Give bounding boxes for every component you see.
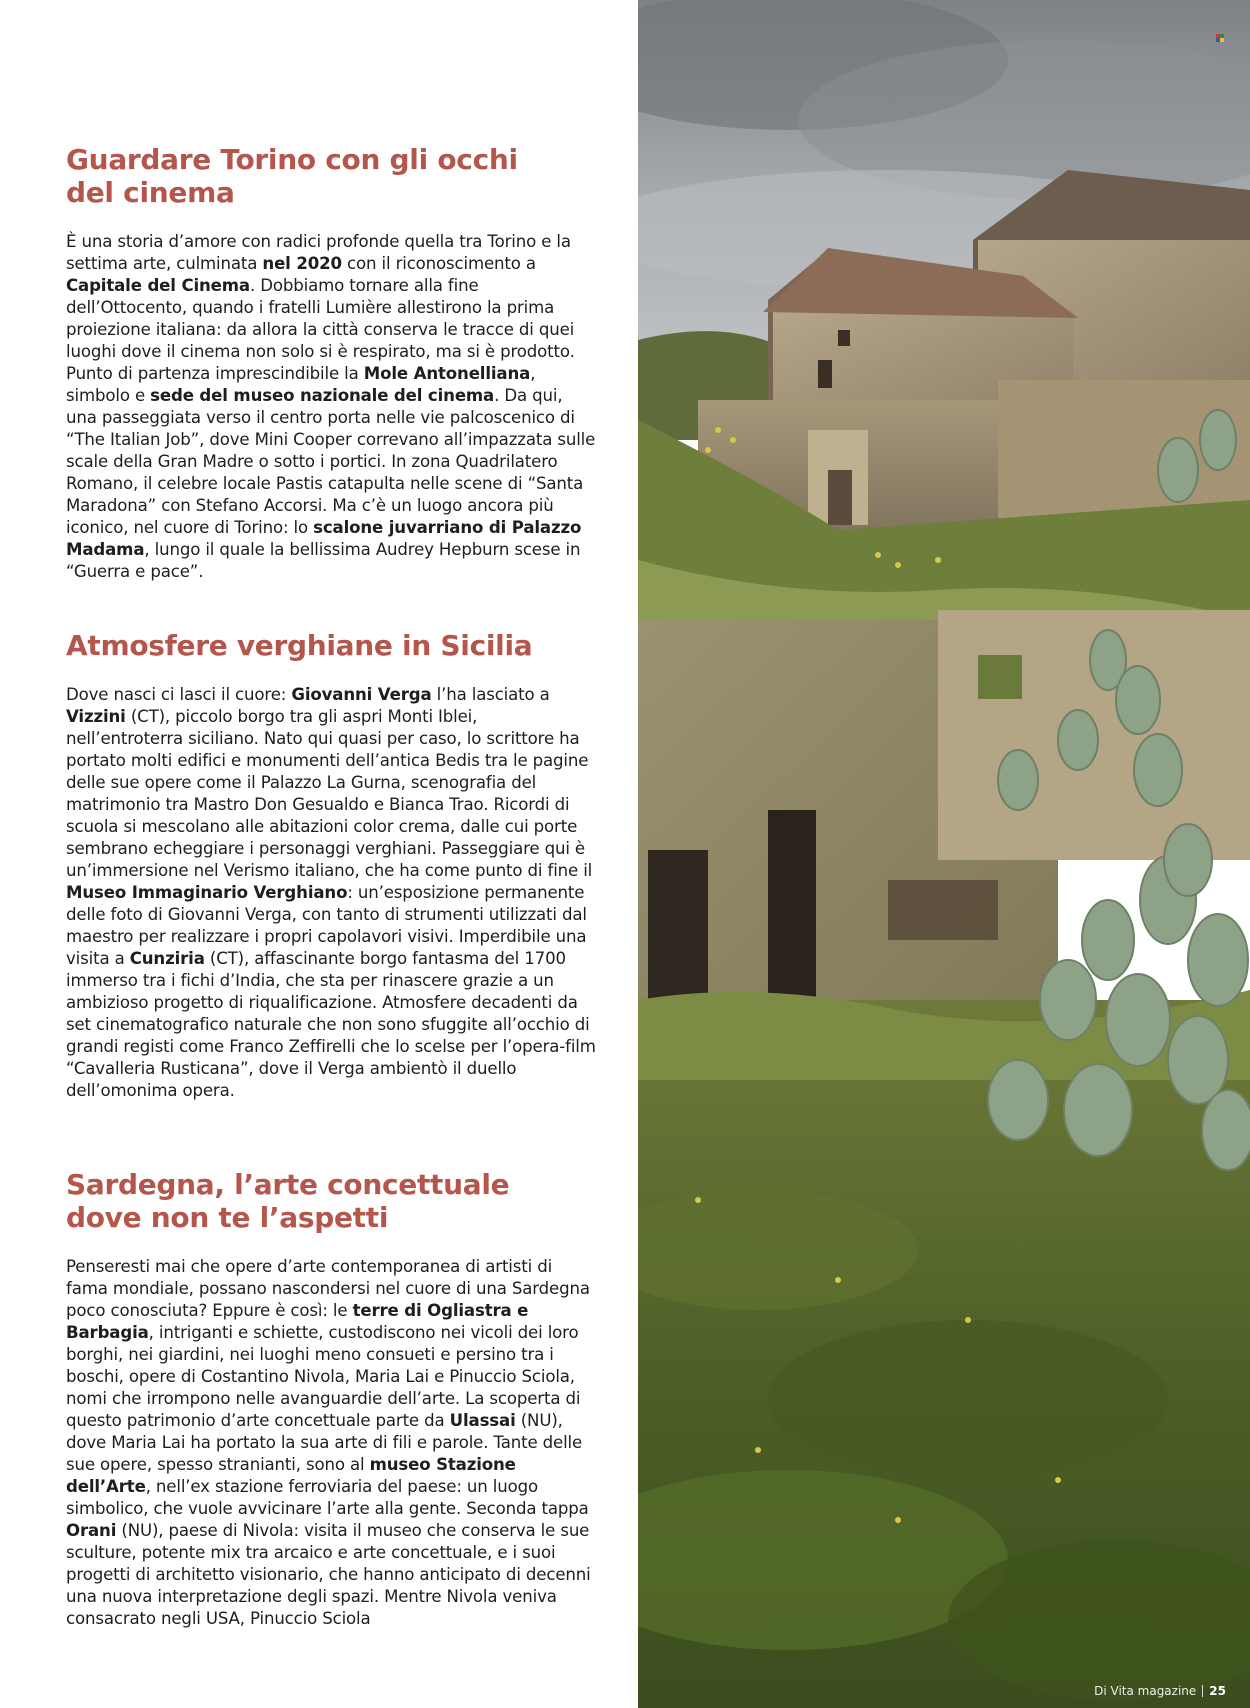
text-run: Dove nasci ci lasci il cuore: — [66, 685, 292, 704]
text-run: : un’esposizione permanente delle foto di Giovanni Verga, con tanto di strumenti utilizzati dal maestro per realizzare i propri capolavori visivi. Imperdibile una visita a — [66, 883, 587, 968]
bold-run: terre di Ogliastra e Barbagia — [66, 1301, 529, 1342]
bold-run: Cunziria — [129, 949, 205, 968]
text-run: l’ha lasciato a — [431, 685, 550, 704]
section-heading — [66, 1168, 596, 1234]
page-number: 25 — [1209, 1684, 1226, 1698]
bold-run: sede del museo nazionale del cinema — [150, 386, 495, 405]
bold-run: nel 2020 — [262, 254, 342, 273]
section-torino — [66, 143, 596, 583]
text-run: . Dobbiamo tornare alla fine dell’Ottocento, quando i fratelli Lumière allestirono la prima proiezione italiana: da allora la città conserva le tracce di quei luoghi dove il cinema non solo si è respirato, ma si è prodotto. Punto di partenza imprescindibile la — [66, 276, 575, 383]
text-run: , intriganti e schiette, custodiscono nei vicoli dei loro borghi, nei giardini, nei luoghi meno consueti e persino tra i boschi, opere di Costantino Nivola, Maria Lai e Pinuccio Sciola, nomi che irrompono nelle avanguardie dell’arte. La scoperta di questo patrimonio d’arte concettuale parte da — [66, 1323, 581, 1430]
section-paragraph — [66, 1256, 596, 1630]
text-run: , nell’ex stazione ferroviaria del paese: un luogo simbolico, che vuole avvicinare l’arte alla gente. Seconda tappa — [66, 1477, 589, 1518]
bold-run: museo Stazione dell’Arte — [66, 1455, 516, 1496]
heading-line: Sardegna, l’arte concettuale — [66, 1168, 510, 1201]
magazine-name: Di Vita magazine — [1094, 1684, 1197, 1698]
text-run: con il riconoscimento a — [341, 254, 536, 273]
bold-run: Orani — [66, 1521, 117, 1540]
text-run: . Da qui, una passeggiata verso il centro porta nelle vie palcoscenico di “The Italian Job”, dove Mini Cooper correvano all’impazzata sulle scale della Gran Madre o sotto i portici. In zona Quadrilatero Romano, il celebre locale Pastis catapulta nelle scene di “Santa Maradona” con Stefano Accorsi. Ma c’è un luogo ancora più iconico, nel cuore di Torino: lo — [66, 386, 596, 537]
heading-line: del cinema — [66, 176, 235, 209]
village-ruins-photo — [638, 0, 1250, 1708]
text-run: , lungo il quale la bellissima Audrey Hepburn scese in “Guerra e pace”. — [66, 540, 581, 581]
footer-divider — [1202, 1685, 1203, 1697]
section-sicilia — [66, 629, 596, 1102]
page-footer — [1094, 1684, 1226, 1698]
text-run: Penseresti mai che opere d’arte contemporanea di artisti di fama mondiale, possano nascondersi nel cuore di una Sardegna poco conosciuta? Eppure è così: le — [66, 1257, 590, 1320]
bold-run: Museo Immaginario Verghiano — [66, 883, 348, 902]
heading-line: Guardare Torino con gli occhi — [66, 143, 518, 176]
bold-run: Giovanni Verga — [291, 685, 432, 704]
bold-run: Mole Antonelliana — [363, 364, 531, 383]
section-paragraph — [66, 231, 596, 583]
section-sardegna — [66, 1168, 596, 1630]
section-paragraph — [66, 684, 596, 1102]
text-run: (NU), paese di Nivola: visita il museo che conserva le sue sculture, potente mix tra arcaico e arte concettuale, e i suoi progetti di architetto visionario, che hanno anticipato di decenni una nuova interpretazione degli spazi. Mentre Nivola veniva consacrato negli USA, Pinuccio Sciola — [66, 1521, 591, 1628]
brand-mark-icon — [1216, 34, 1224, 42]
heading-line: dove non te l’aspetti — [66, 1201, 389, 1234]
bold-run: Ulassai — [449, 1411, 516, 1430]
text-run: È una storia d’amore con radici profonde quella tra Torino e la settima arte, culminata — [66, 232, 571, 273]
text-run: (CT), affascinante borgo fantasma del 1700 immerso tra i fichi d’India, che sta per rinascere grazie a un ambizioso progetto di riqualificazione. Atmosfere decadenti da set cinematografico naturale che non sono sfuggite all’occhio di grandi registi come Franco Zeffirelli che lo scelse per l’opera-film “Cavalleria Rusticana”, dove il Verga ambientò il duello dell’omonima opera. — [66, 949, 596, 1100]
text-run: , simbolo e — [66, 364, 536, 405]
section-heading — [66, 629, 596, 662]
heading-line: Atmosfere verghiane in Sicilia — [66, 629, 533, 662]
text-run: (CT), piccolo borgo tra gli aspri Monti Iblei, nell’entroterra siciliano. Nato qui quasi per caso, lo scrittore ha portato molti edifici e monumenti dell’antica Bedis tra le pagine delle sue opere come il Palazzo La Gurna, scenografia del matrimonio tra Mastro Don Gesualdo e Bianca Trao. Ricordi di scuola si mescolano alle abitazioni color crema, dalle cui porte sembrano echeggiare i personaggi verghiani. Passeggiare qui è un’immersione nel Verismo italiano, che ha come punto di fine il — [66, 707, 593, 880]
section-heading — [66, 143, 596, 209]
text-run: (NU), dove Maria Lai ha portato la sua arte di fili e parole. Tante delle sue opere, spesso stranianti, sono al — [66, 1411, 583, 1474]
bold-run: Vizzini — [66, 707, 126, 726]
bold-run: scalone juvarriano di Palazzo Madama — [66, 518, 582, 559]
bold-run: Capitale del Cinema — [66, 276, 250, 295]
